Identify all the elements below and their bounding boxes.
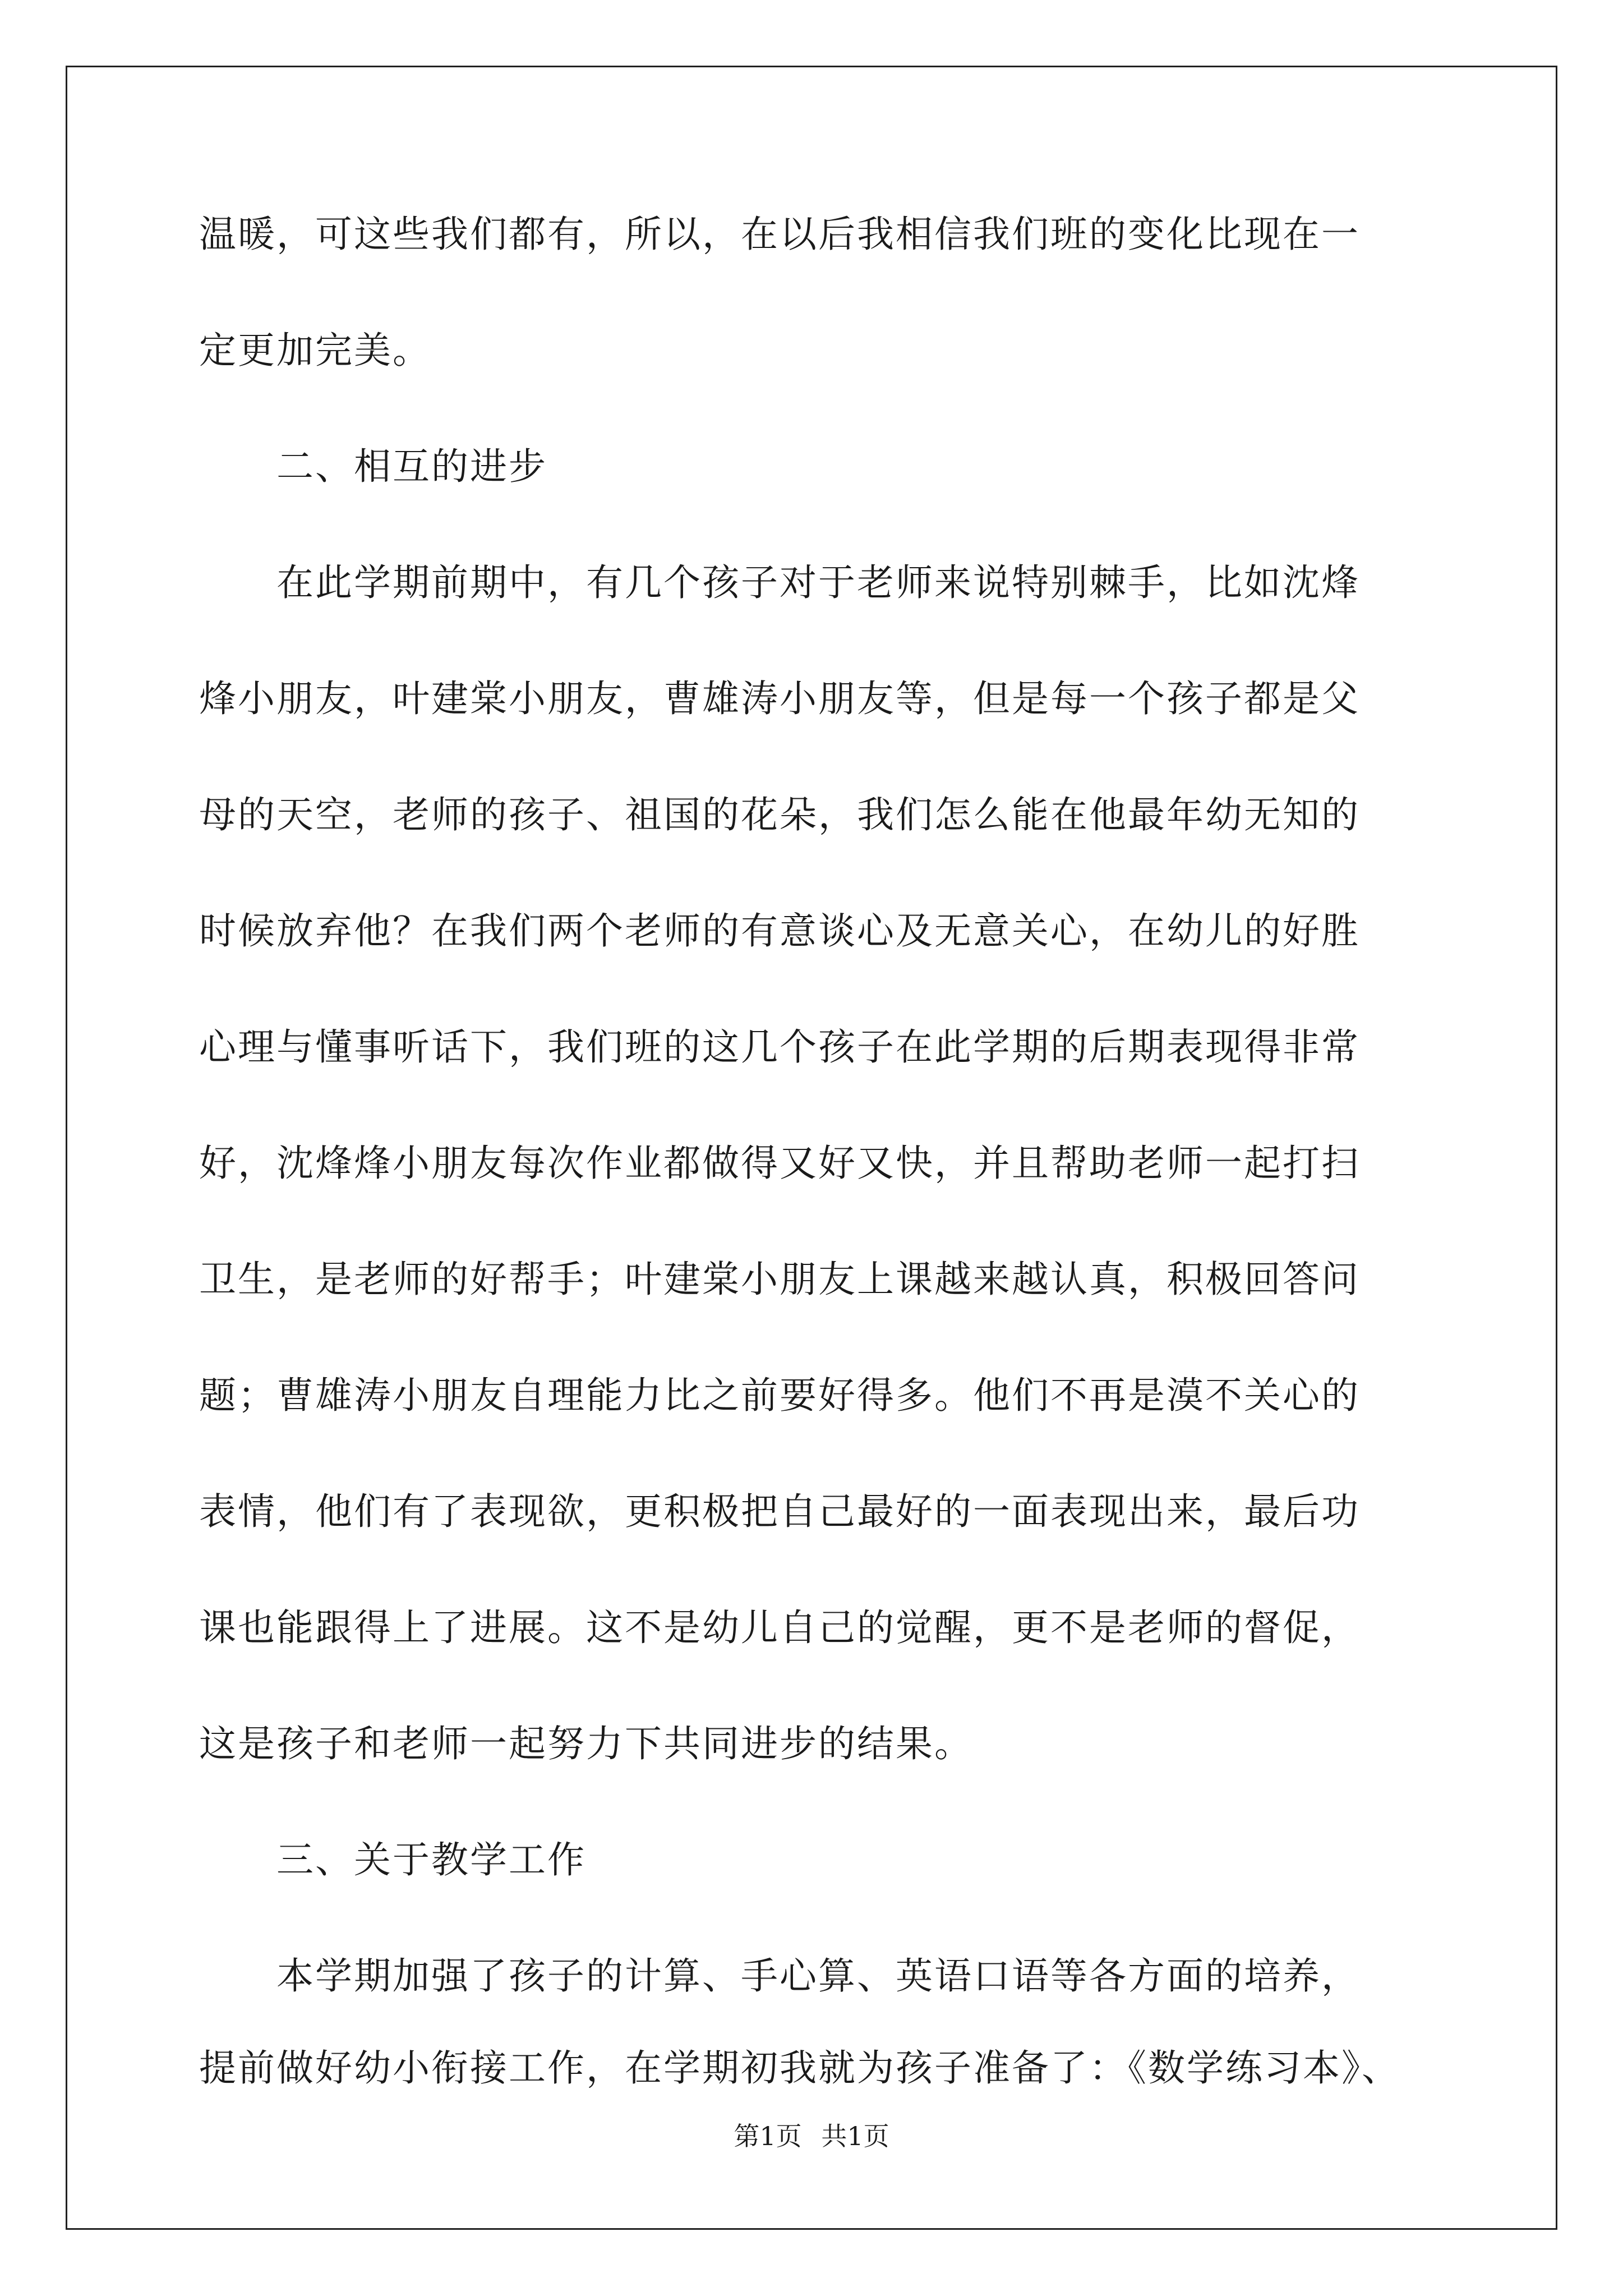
text-line: 在此学期前期中，有几个孩子对于老师来说特别棘手，比如沈烽 — [199, 561, 1360, 604]
text-line: 好，沈烽烽小朋友每次作业都做得又好又快，并且帮助老师一起打扫 — [199, 1142, 1360, 1185]
text-line: 心理与懂事听话下，我们班的这几个孩子在此学期的后期表现得非常 — [199, 1025, 1360, 1069]
page-footer — [0, 2119, 1623, 2153]
text-line: 烽小朋友，叶建棠小朋友，曹雄涛小朋友等，但是每一个孩子都是父 — [199, 677, 1360, 720]
text-line: 本学期加强了孩子的计算、手心算、英语口语等各方面的培养， — [199, 1954, 1360, 1998]
text-line: 课也能跟得上了进展。这不是幼儿自己的觉醒，更不是老师的督促， — [199, 1606, 1360, 1649]
section-heading: 二、相互的进步 — [199, 445, 547, 488]
page-number-current: 第1页 — [734, 2121, 802, 2151]
text-line: 时候放弃他？在我们两个老师的有意谈心及无意关心，在幼儿的好胜 — [199, 909, 1360, 953]
text-line: 题；曹雄涛小朋友自理能力比之前要好得多。他们不再是漠不关心的 — [199, 1374, 1360, 1417]
text-line: 母的天空，老师的孩子、祖国的花朵，我们怎么能在他最年幼无知的 — [199, 793, 1360, 836]
text-line: 卫生，是老师的好帮手；叶建棠小朋友上课越来越认真，积极回答问 — [199, 1258, 1360, 1301]
section-heading: 三、关于教学工作 — [199, 1838, 586, 1881]
text-line: 定更加完美。 — [199, 329, 431, 372]
text-line: 温暖，可这些我们都有，所以，在以后我相信我们班的变化比现在一 — [199, 213, 1360, 256]
text-line: 提前做好幼小衔接工作，在学期初我就为孩子准备了：《数学练习本》、 — [199, 2046, 1400, 2090]
text-line: 这是孩子和老师一起努力下共同进步的结果。 — [199, 1722, 973, 1765]
page-number-total: 共1页 — [821, 2121, 889, 2151]
text-line: 表情，他们有了表现欲，更积极把自己最好的一面表现出来，最后功 — [199, 1490, 1360, 1533]
